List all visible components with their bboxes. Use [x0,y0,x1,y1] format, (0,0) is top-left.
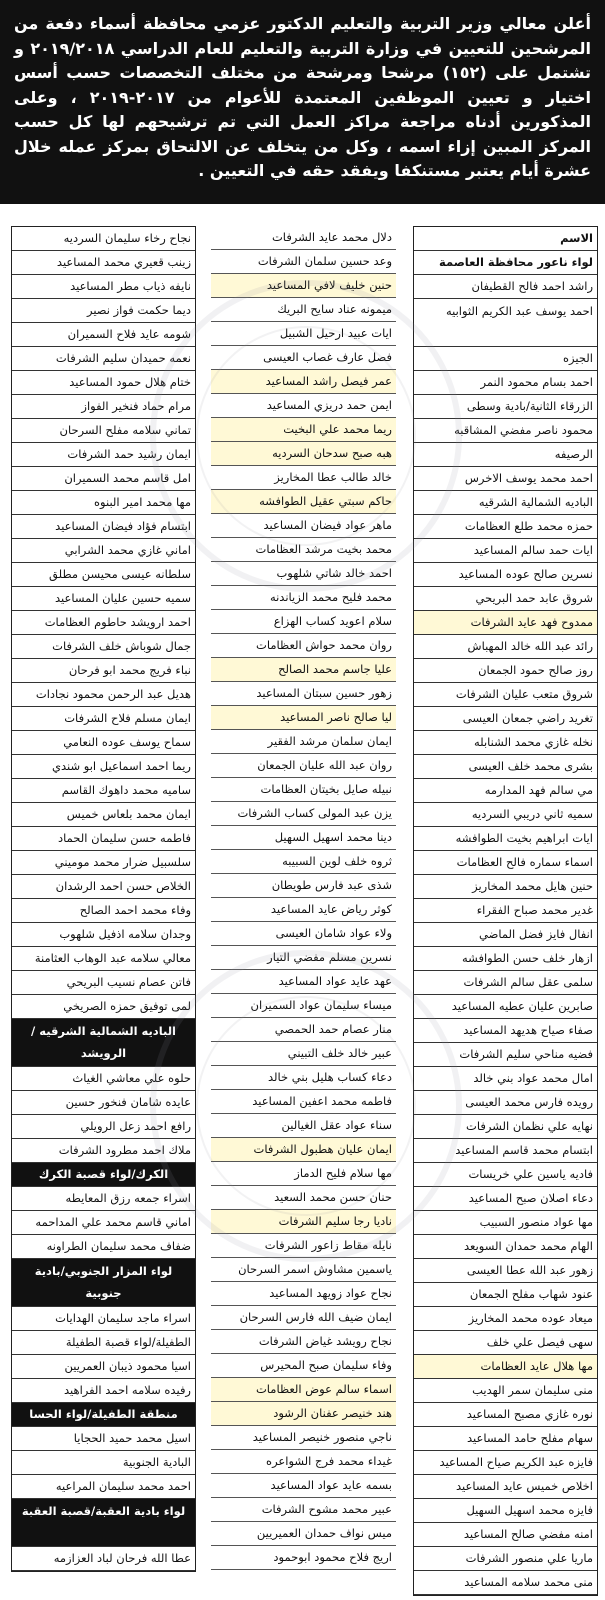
name-row: مها هلال عايد العظامات [414,1355,597,1379]
region-heading: لواء بادية العقبة/قصبة العقبة [12,1499,195,1547]
name-row: امنه مفضي صالح المساعيد [414,1523,597,1547]
name-row: عطا الله فرحان لباد العزازمه [12,1547,195,1571]
name-row: بشرى محمد خلف العيسى [414,755,597,779]
name-row: ابتسام فؤاد فيضان المساعيد [12,515,195,539]
name-row: وعد حسين سلمان الشرفات [211,250,396,274]
name-row: اسيا محمود ذيبان العمريين [12,1355,195,1379]
name-row: معالي سلامه عبد الوهاب العثامنة [12,947,195,971]
name-row: ايمان سلمان مرشد الفقير [211,730,396,754]
name-row: فاطمه حسن سليمان الحماد [12,827,195,851]
name-row: اماني قاسم محمد علي المداحمه [12,1211,195,1235]
name-row: مها سلام فليح الدماز [211,1162,396,1186]
name-row: ايمان مسلم فلاح الشرفات [12,707,195,731]
name-row: اماني غازي محمد الشرابي [12,539,195,563]
name-row: انفال فايز فضل الماضي [414,923,597,947]
name-row: سلطانه عيسى محيسن مطلق [12,563,195,587]
announcement-header [0,0,605,204]
name-row: وجدان سلامه اذفيل شلهوب [12,923,195,947]
name-row: وفاء سليمان صبح المحيرس [211,1354,396,1378]
name-row: ديما حكمت فواز نصير [12,299,195,323]
name-row: ايمان رشيد حمد الشرفات [12,443,195,467]
name-row: ريما محمد علي البخيت [211,418,396,442]
name-row: ميس نواف حمدان العميريين [211,1522,396,1546]
region-heading: لواء المزار الجنوبي/بادية جنوبية [12,1259,195,1307]
name-row: نباء فريج محمد ابو فرحان [12,659,195,683]
region-heading: لواء ناعور محافظة العاصمة [414,251,597,275]
name-row: بسمه عايد عواد المساعيد [211,1474,396,1498]
name-row: منى محمد سلامه المساعيد [414,1571,597,1595]
name-row: نجاح عواد زويهد المساعيد [211,1282,396,1306]
name-row: هبه صبح سدحان السرديه [211,442,396,466]
name-row: روان عبد الله عليان الجمعان [211,754,396,778]
name-row: ملاك احمد مطرود الشرفات [12,1139,195,1163]
name-row: احمد خالد شاتي شلهوب [211,562,396,586]
column-right [413,226,598,1596]
name-row: سلسبيل ضرار محمد موميني [12,851,195,875]
name-row: اسيل محمد حميد الحجايا [12,1427,195,1451]
name-row: سناء عواد عقل الغيالين [211,1114,396,1138]
name-row: ياسمين مشاوش اسمر السرحان [211,1258,396,1282]
name-row: تغريد راضي جمعان العيسى [414,707,597,731]
name-row: الرصيفه [414,443,597,467]
name-row: محمد فليح محمد الزياندنه [211,586,396,610]
name-row: فاطمه محمد اعفين المساعيد [211,1090,396,1114]
column-middle [211,226,396,1570]
name-row: احمد محمد يوسف الاخرس [414,467,597,491]
region-heading: منطقة الطفيلة/لواء الحسا [12,1403,195,1427]
name-row: فاتن عصام نسيب البريحي [12,971,195,995]
name-row: سماح يوسف عوده النعامي [12,731,195,755]
name-row: الخلاص حسن احمد الرشدان [12,875,195,899]
name-row: حلوه علي معاشي الغياث [12,1067,195,1091]
name-row: ايات ابراهيم بخيت الطوافشه [414,827,597,851]
name-row: ساميه محمد داهوك القاسم [12,779,195,803]
name-row: ناجي منصور خنيصر المساعيد [211,1426,396,1450]
name-row: عايده شامان فنخور حسين [12,1091,195,1115]
name-row: ايمان عليان هطبول الشرفات [211,1138,396,1162]
name-row: ريما احمد اسماعيل ابو شندي [12,755,195,779]
name-row: شروق عابد حمد البريحي [414,587,597,611]
name-row: سهى فيصل علي خلف [414,1331,597,1355]
name-row: ايمان محمد بلعاس خميس [12,803,195,827]
name-row: ابتسام محمد قاسم المساعيد [414,1139,597,1163]
name-row: الهام محمد حمدان السويعد [414,1235,597,1259]
name-row: صابرين عليان عطيه المساعيد [414,995,597,1019]
name-row: ماهر عواد فيضان المساعيد [211,514,396,538]
name-row: سميه حسين عليان المساعيد [12,587,195,611]
name-row: رويده فارس محمد العيسى [414,1091,597,1115]
name-row: نايله مقاط زاعور الشرفات [211,1234,396,1258]
name-row: ميعاد عوده محمد المخاريز [414,1307,597,1331]
name-row: غيداء محمد فرج الشواعره [211,1450,396,1474]
name-row: الجيزه [414,347,597,371]
name-row: تماني سلامه مفلح السرحان [12,419,195,443]
name-row: منار عصام حمد الحمصي [211,1018,396,1042]
name-row: عنود شهاب مفلح الجمعان [414,1283,597,1307]
name-row: وفاء محمد احمد الصالح [12,899,195,923]
name-row: الطفيلة/لواء قصبة الطفيلة [12,1331,195,1355]
name-row: عبير خالد خلف التبيني [211,1042,396,1066]
name-row: احمد يوسف عبد الكريم الثوابيه [414,299,597,347]
name-row: روز صالح حمود الجمعان [414,659,597,683]
name-row: اريج فلاح محمود ابوحمود [211,1546,396,1570]
name-row: نجاح رخاء سليمان السرديه [12,227,195,251]
name-row: يزن عبد المولى كساب الشرفات [211,802,396,826]
name-row: ولاء عواد شامان العيسى [211,922,396,946]
name-row: فايزه محمد اسهيل السهيل [414,1499,597,1523]
name-row: نسرين صالح عوده المساعيد [414,563,597,587]
region-heading: الكرك/لواء قصبة الكرك [12,1163,195,1187]
name-row: ازهار خلف حسن الطوافشه [414,947,597,971]
name-row: سلام اعويد كساب الهزاع [211,610,396,634]
name-row: سهام مفلح حامد المساعيد [414,1427,597,1451]
name-row: زهور عبد الله عطا العيسى [414,1259,597,1283]
name-row: احمد بسام محمود النمر [414,371,597,395]
name-row: شروق متعب عليان الشرفات [414,683,597,707]
name-row: حنان حسن محمد السعيد [211,1186,396,1210]
name-row: زينب قعيري محمد المساعيد [12,251,195,275]
name-row: ممدوح فهد عايد الشرفات [414,611,597,635]
name-row: شذى عبد فارس طويطان [211,874,396,898]
name-row: دعاء اصلان صبح المساعيد [414,1187,597,1211]
name-row: اخلاص خميس عايد المساعيد [414,1475,597,1499]
name-row: اسماء سالم عوض العظامات [211,1378,396,1402]
name-row: ليا صالح ناصر المساعيد [211,706,396,730]
name-row: ثروه خلف لوين السبيبه [211,850,396,874]
name-row: نعمه حميدان سليم الشرفات [12,347,195,371]
name-row: عليا جاسم محمد الصالح [211,658,396,682]
name-row: محمود ناصر مفضي المشاقبه [414,419,597,443]
name-row: كوثر رياض عايد المساعيد [211,898,396,922]
region-heading: الباديه الشمالية الشرقيه / الرويشد [12,1019,195,1067]
name-row: فصل عارف غصاب العيسى [211,346,396,370]
name-row: شومه عايد فلاح السميران [12,323,195,347]
name-row: ميمونه عناد سايح البريك [211,298,396,322]
name-row: نخله غازي محمد الشنابله [414,731,597,755]
name-row: ختام هلال حمود المساعيد [12,371,195,395]
name-row: امل قاسم محمد السميران [12,467,195,491]
name-row: الزرقاء الثانية/بادية وسطى [414,395,597,419]
name-row: ايمن حمد دريزي المساعيد [211,394,396,418]
name-row: صفاء صياح هديهد المساعيد [414,1019,597,1043]
name-row: لمى توفيق حمزه الصريخي [12,995,195,1019]
name-row: عبير محمد مشوح الشرفات [211,1498,396,1522]
name-row: غدير محمد صباح الفقراء [414,899,597,923]
names-columns [8,226,598,1596]
name-row: دعاء كساب هليل بني خالد [211,1066,396,1090]
name-row: ايمان ضيف الله فارس السرحان [211,1306,396,1330]
name-row: امال محمد عواد بني خالد [414,1067,597,1091]
name-row: خالد طالب عطا المخاريز [211,466,396,490]
name-row: نوره غازي مصبح المساعيد [414,1403,597,1427]
name-row: نايفه ذياب مطر المساعيد [12,275,195,299]
name-row: حاكم سبتي عقيل الطوافشه [211,490,396,514]
name-row: رائد عبد الله خالد المهباش [414,635,597,659]
name-row: نهايه علي نظمان الشرفات [414,1115,597,1139]
name-row: ناديا رجا سليم الشرفات [211,1210,396,1234]
name-row: مها عواد منصور السبيب [414,1211,597,1235]
name-row: ضفاف محمد سليمان الطراونه [12,1235,195,1259]
name-row: محمد بخيت مرشد العظامات [211,538,396,562]
name-row: رافع احمد زعل الرويلي [12,1115,195,1139]
name-row: فايزه عبد الكريم صياح المساعيد [414,1451,597,1475]
name-row: فاديه ياسين علي خريسات [414,1163,597,1187]
region-heading: الاسم [414,227,597,251]
name-row: ماريا علي منصور الشرفات [414,1547,597,1571]
name-row: نجاح رويشد غياض الشرفات [211,1330,396,1354]
name-row: جمال شوباش خلف الشرفات [12,635,195,659]
name-row: فضيه مناحي سليم الشرفات [414,1043,597,1067]
name-row: هند خنيصر عفنان الرشود [211,1402,396,1426]
name-row: منى سليمان سمر الهديب [414,1379,597,1403]
name-row: دينا محمد اسهيل السهيل [211,826,396,850]
name-row: احمد ارويشد حاطوم العظامات [12,611,195,635]
name-row: حمزه محمد طلع العظامات [414,515,597,539]
name-row: الباديه الشمالية الشرقيه [414,491,597,515]
name-row: اسماء سماره فالح العظامات [414,851,597,875]
name-row: دلال محمد عايد الشرفات [211,226,396,250]
name-row: مها محمد امير البنوه [12,491,195,515]
name-row: حنين هايل محمد المخاريز [414,875,597,899]
column-left [11,226,196,1572]
name-row: البادية الجنوبية [12,1451,195,1475]
name-row: ايات عبيد ارحيل الشبيل [211,322,396,346]
name-row: زهور حسين سبتان المساعيد [211,682,396,706]
name-row: سميه ثاني دريبي السرديه [414,803,597,827]
name-row: ايات حمد سالم المساعيد [414,539,597,563]
name-row: نبيله صايل بخيتان العظامات [211,778,396,802]
name-row: عهد عايد عواد المساعيد [211,970,396,994]
name-row: اسراء جمعه رزق المعايطه [12,1187,195,1211]
name-row: نسرين مسلم مفضي التيار [211,946,396,970]
name-row: سلمى عقل سالم الشرفات [414,971,597,995]
name-row: اسراء ماجد سليمان الهدايات [12,1307,195,1331]
announcement-text: أعلن معالي وزير التربية والتعليم الدكتور عزمي محافظة أسماء دفعة من المرشحين للتعيين في وزارة التربية والتعليم للعام الدراسي ٢٠١٩/٢٠١٨ و تشتمل على (١٥٢) مرشحا ومرشحة من مختلف التخصصات حسب أسس اختيار و تعيين الموظفين المعتمدة للأعوام من ٢٠١٧-٢٠١٩ ، وعلى المذكورين أدناه مراجعة مراكز العمل التي تم ترشيحهم لها كل حسب المركز المبين إزاء اسمه ، وكل من يتخلف عن الالتحاق بمركز عمله خلال عشرة أيام يعتبر مستنكفا ويفقد حقه في التعيين . [14,14,592,180]
name-row: روان محمد حواش العظامات [211,634,396,658]
name-row: راشد احمد فالح القطيفان [414,275,597,299]
name-row: مي سالم فهد المدارمه [414,779,597,803]
name-row: رفيده سلامه احمد الفراهيد [12,1379,195,1403]
name-row: عمر فيصل راشد المساعيد [211,370,396,394]
name-row: ميساء سليمان عواد السميران [211,994,396,1018]
name-row: حنين خليف لافي المساعيد [211,274,396,298]
name-row: هديل عبد الرحمن محمود نجادات [12,683,195,707]
name-row: مرام حماد فنخير الفواز [12,395,195,419]
name-row: احمد محمد سليمان المراعيه [12,1475,195,1499]
